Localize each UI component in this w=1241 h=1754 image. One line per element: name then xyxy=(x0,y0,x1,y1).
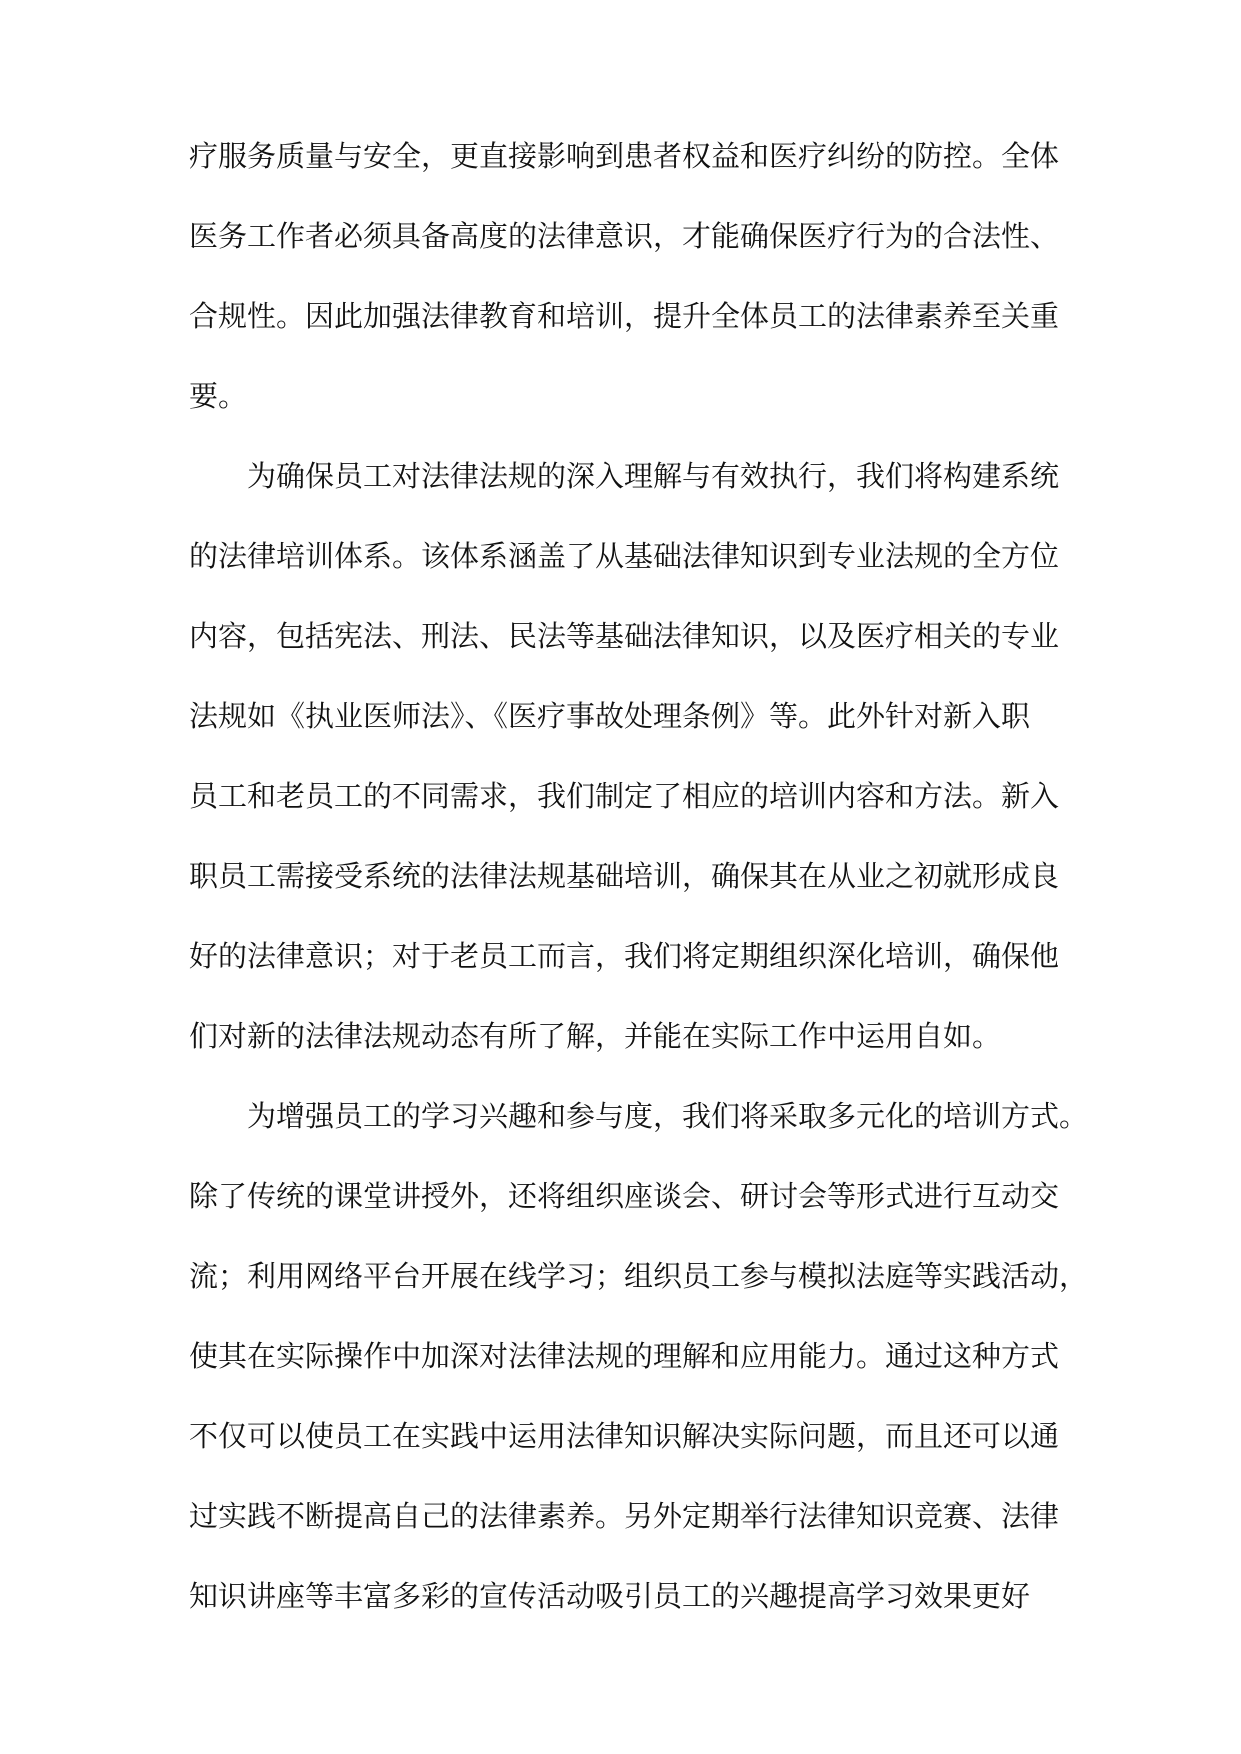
paragraph-1-line-4: 要。 xyxy=(189,379,248,413)
paragraph-2-line-3: 内容，包括宪法、刑法、民法等基础法律知识，以及医疗相关的专业 xyxy=(189,619,1060,653)
paragraph-2-line-1: 为确保员工对法律法规的深入理解与有效执行，我们将构建系统 xyxy=(247,459,1060,493)
paragraph-3-line-5: 不仅可以使员工在实践中运用法律知识解决实际问题，而且还可以通 xyxy=(189,1419,1060,1453)
paragraph-3-line-7: 知识讲座等丰富多彩的宣传活动吸引员工的兴趣提高学习效果更好 xyxy=(189,1579,1031,1613)
paragraph-3-line-6: 过实践不断提高自己的法律素养。另外定期举行法律知识竞赛、法律 xyxy=(189,1499,1060,1533)
paragraph-1-line-1: 疗服务质量与安全，更直接影响到患者权益和医疗纠纷的防控。全体 xyxy=(189,139,1060,173)
paragraph-2-line-7: 好的法律意识；对于老员工而言，我们将定期组织深化培训，确保他 xyxy=(189,939,1060,973)
paragraph-3-line-1: 为增强员工的学习兴趣和参与度，我们将采取多元化的培训方式。 xyxy=(247,1099,1089,1133)
paragraph-2-line-4: 法规如《执业医师法》、《医疗事故处理条例》等。此外针对新入职 xyxy=(189,699,1031,733)
paragraph-1-line-2: 医务工作者必须具备高度的法律意识，才能确保医疗行为的合法性、 xyxy=(189,219,1060,253)
paragraph-2-line-2: 的法律培训体系。该体系涵盖了从基础法律知识到专业法规的全方位 xyxy=(189,539,1060,573)
paragraph-2-line-6: 职员工需接受系统的法律法规基础培训，确保其在从业之初就形成良 xyxy=(189,859,1060,893)
paragraph-1-line-3: 合规性。因此加强法律教育和培训，提升全体员工的法律素养至关重 xyxy=(189,299,1060,333)
paragraph-3-line-4: 使其在实际操作中加深对法律法规的理解和应用能力。通过这种方式 xyxy=(189,1339,1060,1373)
paragraph-2-line-5: 员工和老员工的不同需求，我们制定了相应的培训内容和方法。新入 xyxy=(189,779,1060,813)
paragraph-3-line-2: 除了传统的课堂讲授外，还将组织座谈会、研讨会等形式进行互动交 xyxy=(189,1179,1060,1213)
paragraph-3-line-3: 流；利用网络平台开展在线学习；组织员工参与模拟法庭等实践活动， xyxy=(189,1259,1089,1293)
paragraph-2-line-8: 们对新的法律法规动态有所了解，并能在实际工作中运用自如。 xyxy=(189,1019,1002,1053)
